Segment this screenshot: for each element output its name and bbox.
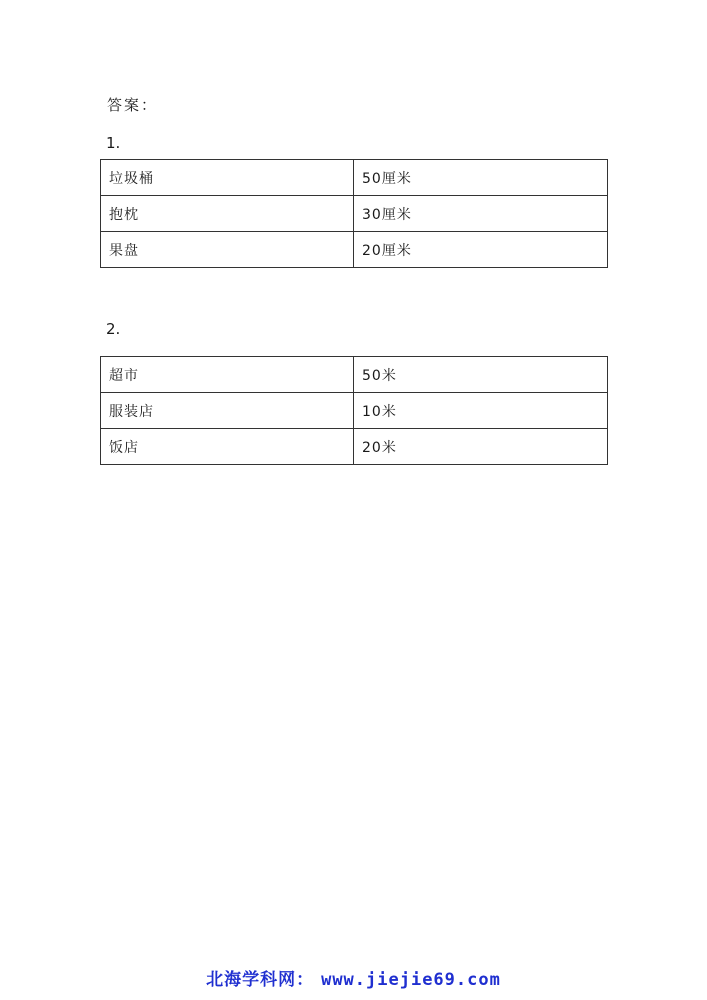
value-cell: 50厘米 xyxy=(354,160,608,196)
value-cell: 20厘米 xyxy=(354,232,608,268)
footer-watermark xyxy=(0,965,707,990)
question-2-table xyxy=(100,356,608,465)
value-cell: 50米 xyxy=(354,357,608,393)
answer-heading: 答案： xyxy=(107,96,159,114)
table-row xyxy=(101,429,608,465)
item-cell: 抱枕 xyxy=(101,196,354,232)
footer-brand: 北海学科网： xyxy=(206,970,315,990)
question-1-number: 1. xyxy=(106,134,121,152)
item-cell: 饭店 xyxy=(101,429,354,465)
question-1-table xyxy=(100,159,608,268)
table-row xyxy=(101,196,608,232)
value-cell: 30厘米 xyxy=(354,196,608,232)
table-row xyxy=(101,232,608,268)
value-cell: 10米 xyxy=(354,393,608,429)
question-2-number: 2. xyxy=(106,320,121,338)
table-row xyxy=(101,393,608,429)
item-cell: 果盘 xyxy=(101,232,354,268)
table-row xyxy=(101,357,608,393)
value-cell: 20米 xyxy=(354,429,608,465)
table-row xyxy=(101,160,608,196)
item-cell: 服装店 xyxy=(101,393,354,429)
footer-url-link[interactable]: www.jiejie69.com xyxy=(321,970,501,990)
item-cell: 垃圾桶 xyxy=(101,160,354,196)
item-cell: 超市 xyxy=(101,357,354,393)
